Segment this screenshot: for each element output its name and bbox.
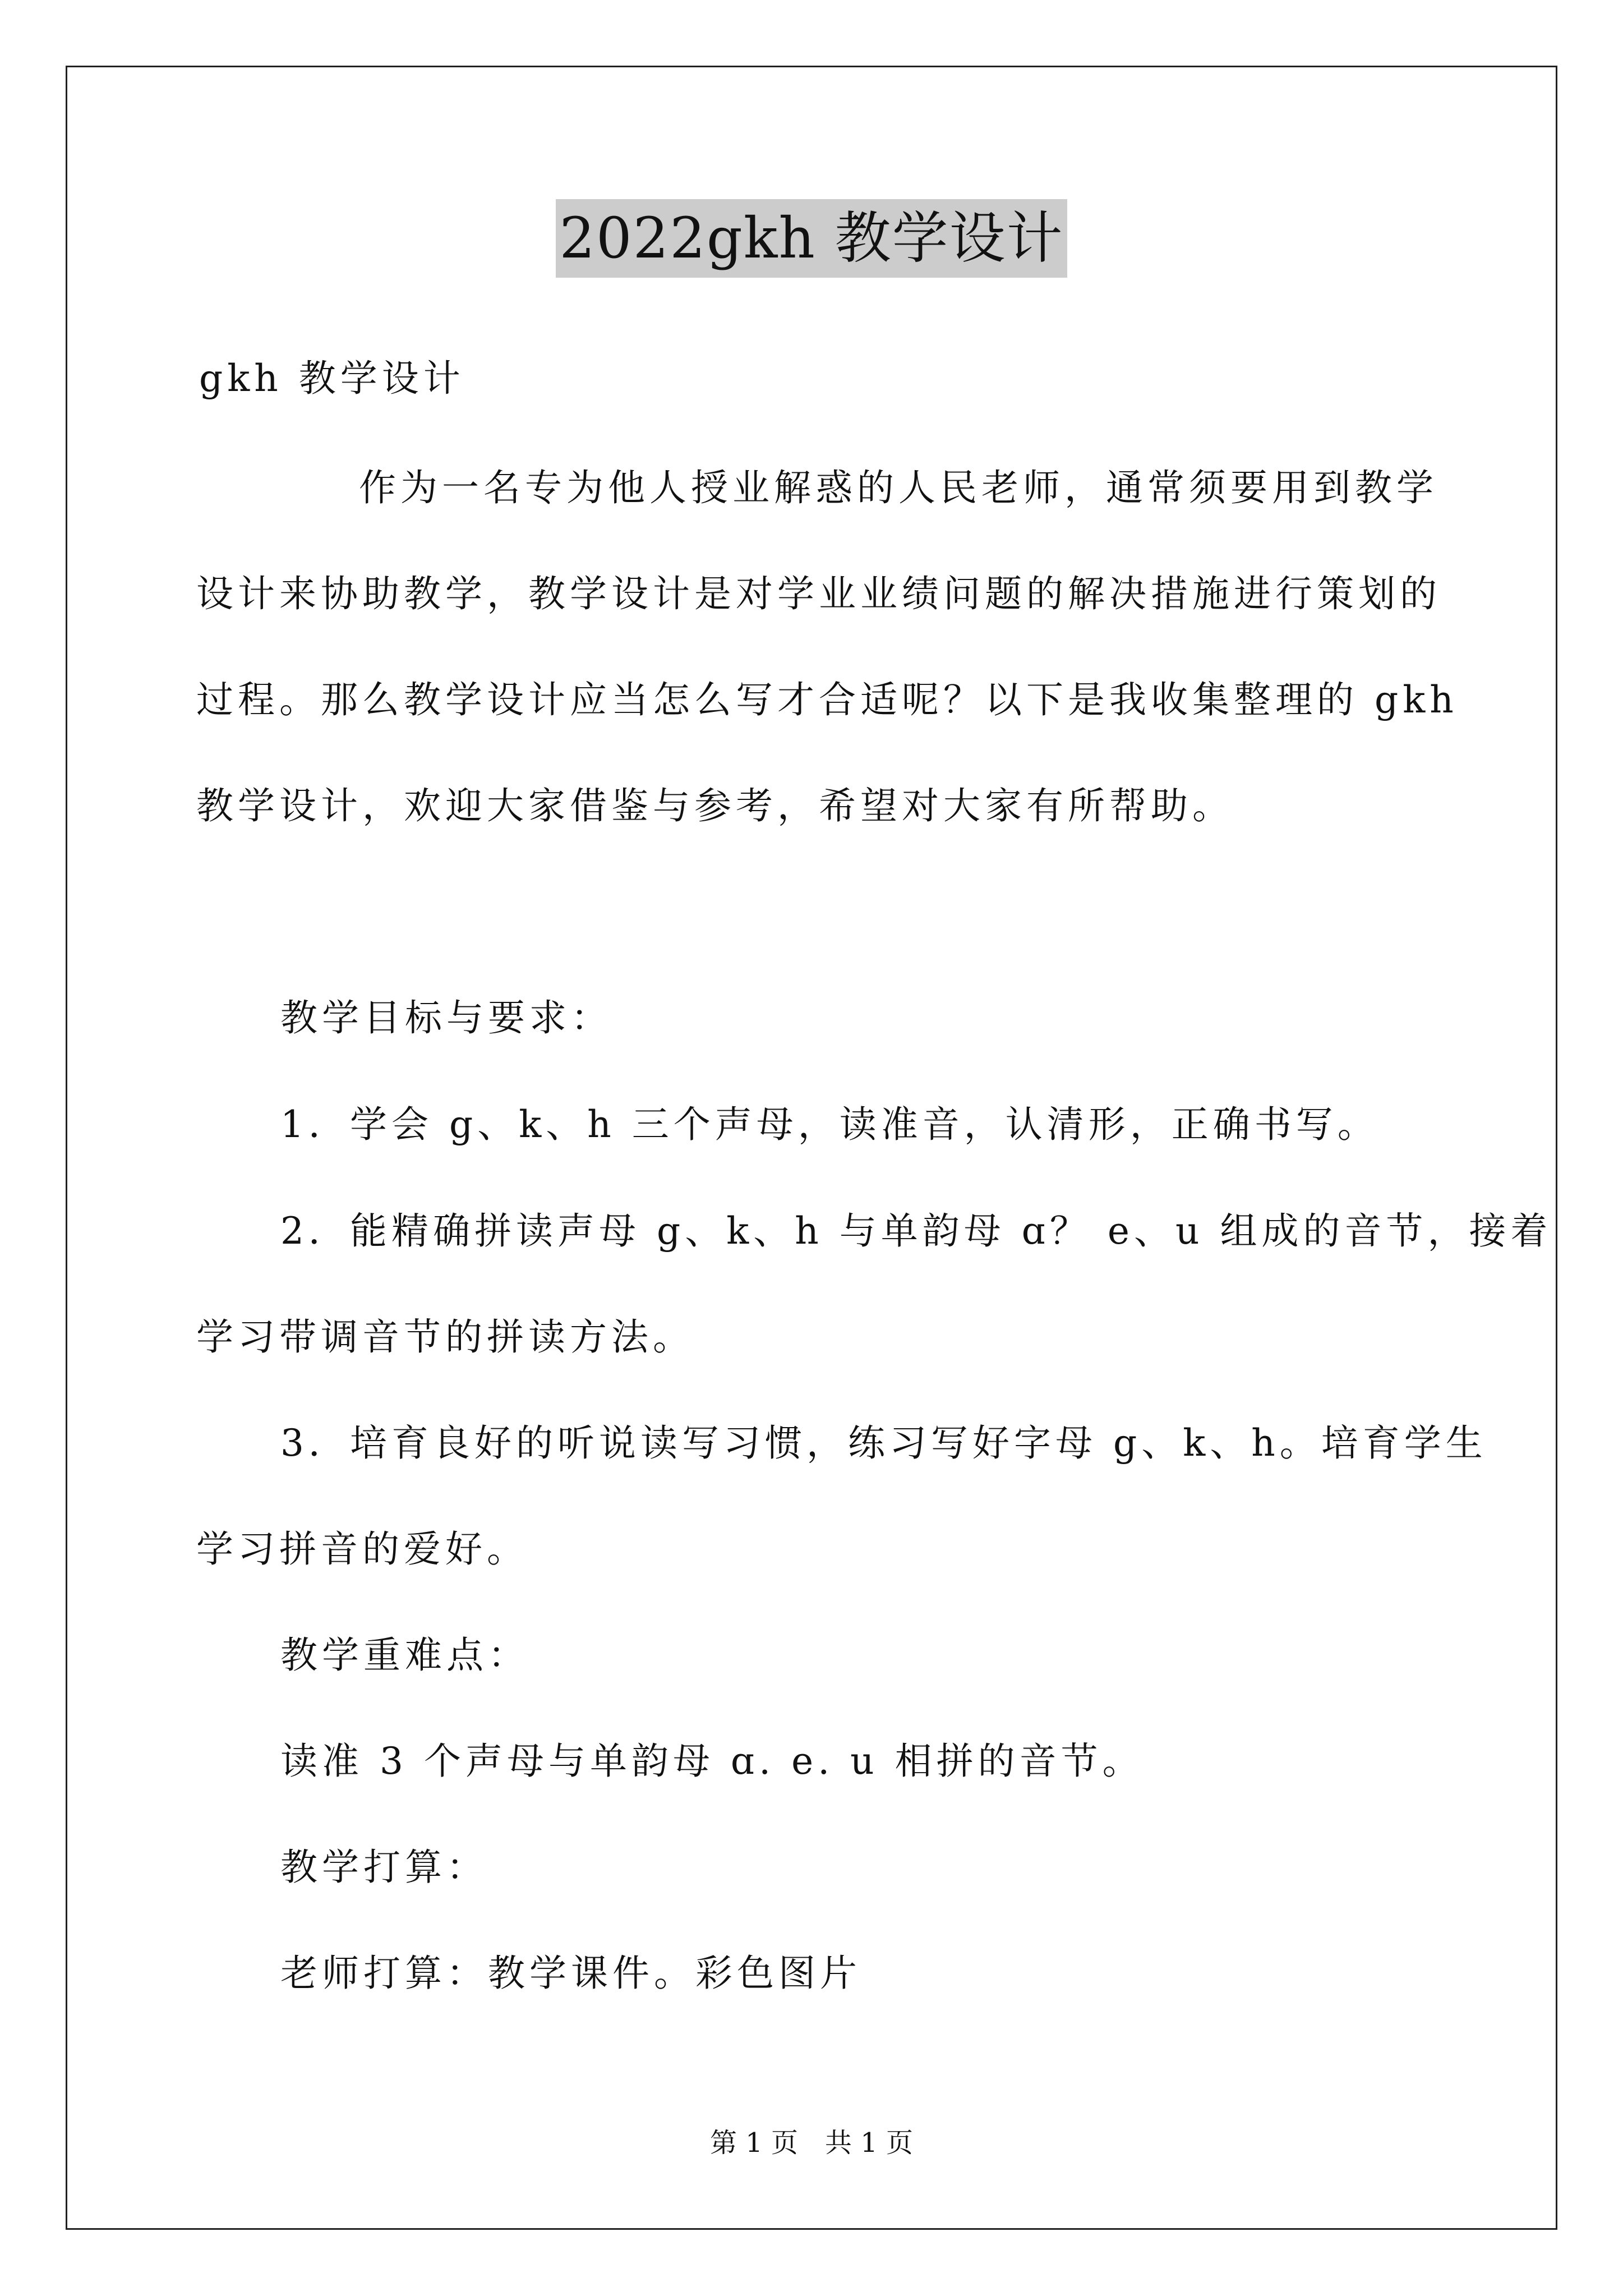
goal-item-3 — [196, 1390, 1487, 1602]
goal-line: 学习带调音节的拼读方法。 — [196, 1315, 694, 1359]
preparation-text: 老师打算：教学课件。彩色图片 — [280, 1952, 861, 1995]
goals-heading: 教学目标与要求： — [280, 996, 612, 1039]
intro-paragraph — [196, 435, 1458, 859]
intro-line: 作为一名专为他人授业解惑的人民老师，通常须要用到教学 — [359, 466, 1438, 509]
document-title: 2022gkh 教学设计 — [556, 199, 1067, 278]
intro-line: 设计来协助教学，教学设计是对学业业绩问题的解决措施进行策划的 — [196, 572, 1441, 615]
goal-line: 学习拼音的爱好。 — [196, 1527, 528, 1571]
page-footer: 第 1 页 共 1 页 — [709, 2127, 914, 2159]
goal-item-1: 1．学会 g、k、h 三个声母，读准音，认清形，正确书写。 — [280, 1103, 1379, 1146]
title-container — [0, 199, 1623, 278]
preparation-heading: 教学打算： — [280, 1846, 488, 1889]
goal-line: 3．培育良好的听说读写习惯，练习写好字母 g、k、h。培育学生 — [280, 1421, 1487, 1465]
goal-line: 2．能精确拼读声母 g、k、h 与单韵母 ɑ？ e、u 组成的音节，接着 — [280, 1209, 1552, 1253]
goal-item-2 — [196, 1178, 1552, 1390]
key-points-heading: 教学重难点： — [280, 1634, 529, 1677]
intro-line: 过程。那么教学设计应当怎么写才合适呢？以下是我收集整理的 gkh — [196, 678, 1458, 721]
key-points-text: 读准 3 个声母与单韵母 ɑ. e. u 相拼的音节。 — [280, 1740, 1144, 1783]
document-subtitle: gkh 教学设计 — [199, 357, 465, 400]
intro-line: 教学设计，欢迎大家借鉴与参考，希望对大家有所帮助。 — [196, 784, 1234, 827]
